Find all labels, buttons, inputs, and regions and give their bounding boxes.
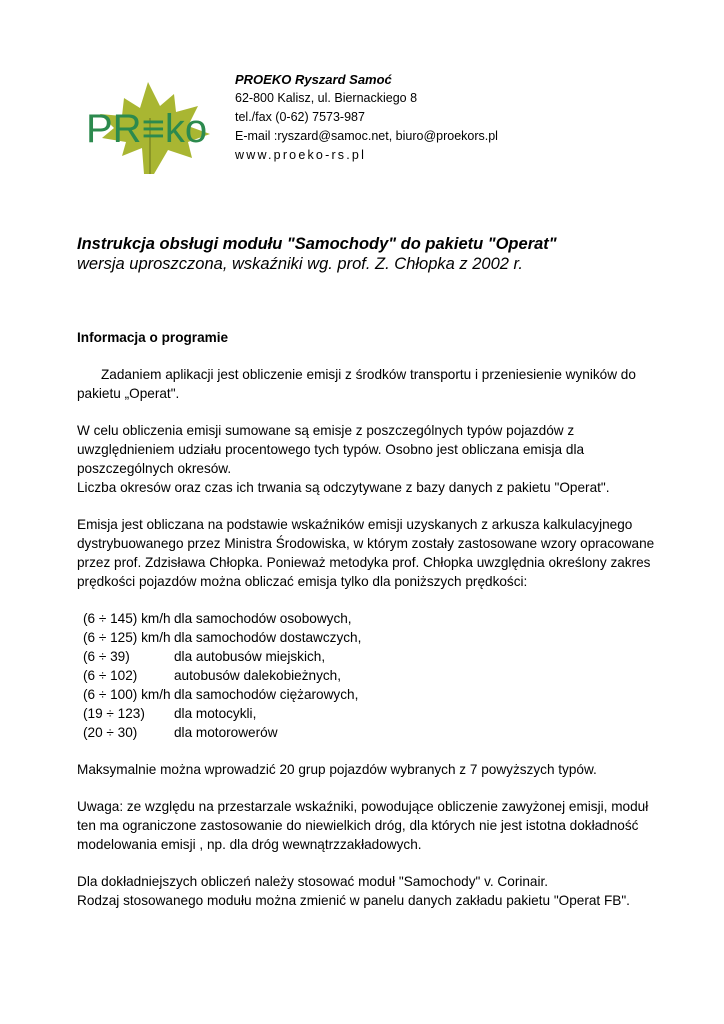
paragraph-2a: W celu obliczenia emisji sumowane są emisje z poszczególnych typów pojazdów z uwzględnieniem udziału procentowego tych typów. Osobno jest obliczana emisja dla poszczególnych okresów. <box>77 423 585 476</box>
speed-range: (6 ÷ 145) km/h <box>83 611 171 626</box>
speed-desc: autobusów dalekobieżnych, <box>174 668 342 683</box>
company-website: www.proeko-rs.pl <box>235 148 367 162</box>
speed-list <box>77 609 657 742</box>
speed-range: (6 ÷ 39) <box>83 649 130 664</box>
speed-desc: dla samochodów osobowych, <box>174 611 352 626</box>
speed-desc: dla motocykli, <box>174 706 257 721</box>
company-email: E-mail :ryszard@samoc.net, biuro@proekors.pl <box>235 129 498 143</box>
speed-desc: dla samochodów ciężarowych, <box>174 687 359 702</box>
paragraph-5: Uwaga: ze względu na przestarzale wskaźniki, powodujące obliczenie zawyżonej emisji, moduł ten ma ograniczone zastosowanie do niewielkich dróg, dla których nie jest istotna dokładność modelowania emisji , np. dla dróg wewnątrzzakładowych. <box>77 799 649 852</box>
svg-text:PR≡ko: PR≡ko <box>86 107 208 151</box>
document-title <box>77 234 557 274</box>
speed-desc: dla motorowerów <box>174 725 278 740</box>
list-item <box>83 609 657 628</box>
company-phone: tel./fax (0-62) 7573-987 <box>235 110 365 124</box>
list-item <box>83 723 657 742</box>
document-body <box>77 328 657 910</box>
company-address: 62-800 Kalisz, ul. Biernackiego 8 <box>235 91 418 105</box>
paragraph-1: Zadaniem aplikacji jest obliczenie emisji z środków transportu i przeniesienie wyników do pakietu „Operat". <box>77 367 636 401</box>
speed-range: (6 ÷ 100) km/h <box>83 687 171 702</box>
paragraph-2b: Liczba okresów oraz czas ich trwania są odczytywane z bazy danych z pakietu "Operat". <box>77 480 610 495</box>
leaf-icon <box>82 78 226 178</box>
paragraph-6a: Dla dokładniejszych obliczeń należy stosować moduł "Samochody" v. Corinair. <box>77 874 549 889</box>
list-item <box>83 666 657 685</box>
proeko-logo <box>82 78 226 178</box>
paragraph-6b: Rodzaj stosowanego modułu można zmienić w panelu danych zakładu pakietu "Operat FB". <box>77 893 630 908</box>
list-item <box>83 685 657 704</box>
speed-desc: dla samochodów dostawczych, <box>174 630 362 645</box>
list-item <box>83 647 657 666</box>
speed-range: (6 ÷ 102) <box>83 668 138 683</box>
speed-range: (20 ÷ 30) <box>83 725 138 740</box>
title-line-1: Instrukcja obsługi modułu "Samochody" do pakietu "Operat" <box>77 235 557 253</box>
speed-range: (6 ÷ 125) km/h <box>83 630 171 645</box>
company-info <box>235 70 498 165</box>
company-name: PROEKO Ryszard Samoć <box>235 72 392 87</box>
speed-range: (19 ÷ 123) <box>83 706 145 721</box>
list-item <box>83 628 657 647</box>
speed-desc: dla autobusów miejskich, <box>174 649 326 664</box>
paragraph-3: Emisja jest obliczana na podstawie wskaźników emisji uzyskanych z arkusza kalkulacyjnego dystrybuowanego przez Ministra Środowiska, w którym zostały zastosowane wzory opracowane przez prof. Zdzisława Chłopka. Ponieważ metodyka prof. Chłopka uwzględnia określony zakres prędkości pojazdów można obliczać emisja tylko dla poniższych prędkości: <box>77 517 655 589</box>
paragraph-4: Maksymalnie można wprowadzić 20 grup pojazdów wybranych z 7 powyższych typów. <box>77 762 597 777</box>
section-heading: Informacja o programie <box>77 330 229 345</box>
list-item <box>83 704 657 723</box>
title-line-2: wersja uproszczona, wskaźniki wg. prof. Z. Chłopka z 2002 r. <box>77 255 523 273</box>
